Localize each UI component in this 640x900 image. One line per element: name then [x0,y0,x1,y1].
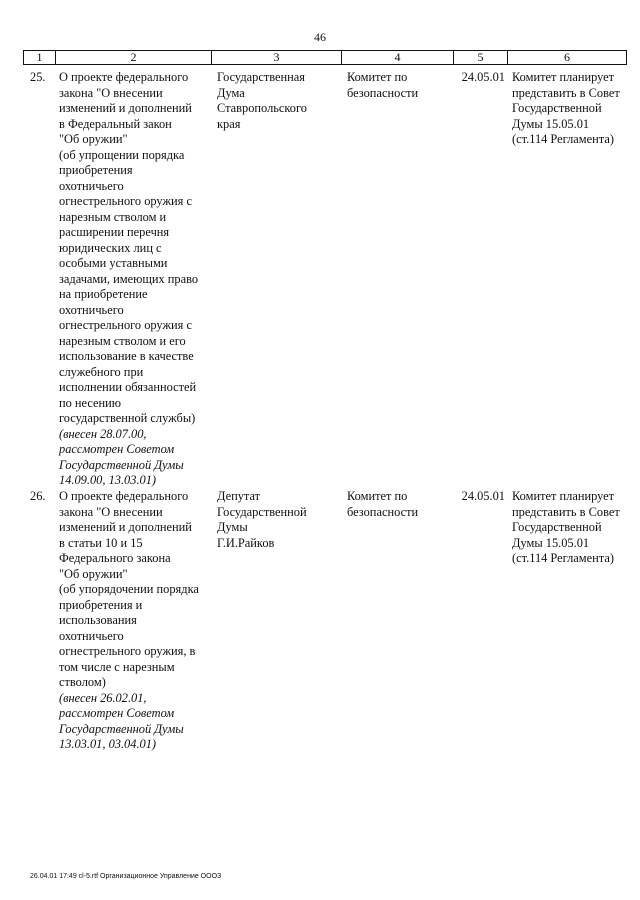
text-line: "Об оружии" [59,566,128,581]
text-line: (ст.114 Регламента) [512,132,614,146]
text-line: особыми уставными [59,256,168,270]
text-line: (внесен 28.07.00, [59,426,147,441]
text-line: служебного при [59,364,144,379]
text-line: нарезным стволом и его [59,333,186,348]
header-col-2: 2 [56,51,212,64]
text-line: "Об оружии" [59,132,128,146]
title-lines [59,489,211,691]
text-line: Г.И.Райков [217,535,275,550]
title-lines [59,70,211,427]
text-line: использования [59,613,137,627]
text-line: стволом) [59,675,106,689]
text-line: по несению [59,395,122,410]
text-line: Государственной [512,101,602,115]
text-line: (об упрощении порядка [59,147,185,162]
text-line: охотничьего [59,628,124,643]
text-line: нарезным стволом и [59,209,167,224]
text-line: юридических лиц с [59,240,162,255]
text-line: Комитет по [347,489,408,503]
text-line: Думы 15.05.01 [512,116,590,131]
text-line: (об упорядочении порядка [59,582,199,596]
text-line: (ст.114 Регламента) [512,551,614,565]
text-line: задачами, имеющих право [59,271,199,286]
text-line: Думы 15.05.01 [512,535,590,550]
text-line: (внесен 26.02.01, [59,690,147,705]
submission-note [59,427,211,489]
text-line: охотничьего [59,178,124,193]
header-col-3: 3 [212,51,342,64]
header-col-6: 6 [564,50,570,64]
text-line: безопасности [347,504,419,519]
text-line: закона "О внесении [59,85,163,100]
text-line: Государственной Думы [59,457,184,472]
bill-author [211,489,341,753]
text-line: края [217,116,241,131]
text-line: изменений и дополнений [59,520,192,534]
review-date: 24.05.01 [461,70,505,84]
text-line: в статьи 10 и 15 [59,535,143,550]
row-number: 26. [30,489,46,503]
text-line: Комитет планирует [512,70,615,84]
document-footer: 26.04.01 17:49 cl-5.rtf Организационное Управление ОООЗ [30,873,222,880]
text-line: огнестрельного оружия, в [59,644,196,658]
text-line: приобретения [59,163,133,177]
text-line: Думы [217,520,248,534]
table-header [23,50,627,65]
text-line: исполнении обязанностей [59,380,197,394]
responsible-committee [341,70,453,489]
text-line: охотничьего [59,302,124,317]
text-line: 13.03.01, 03.04.01) [59,737,157,751]
text-line: Федерального закона [59,551,171,565]
text-line: 14.09.00, 13.03.01) [59,473,157,487]
text-line: Депутат [217,489,261,503]
review-date: 24.05.01 [461,489,505,503]
text-line: представить в Совет [512,504,620,519]
text-line: огнестрельного оружия с [59,194,192,208]
row-number: 25. [30,70,46,84]
table-row [23,489,627,753]
text-line: О проекте федерального [59,70,189,84]
table-row [23,70,627,489]
text-line: безопасности [347,85,419,100]
text-line: Дума [217,85,245,100]
text-line: приобретения и [59,597,143,612]
text-line: рассмотрен Советом [59,442,175,456]
text-line: государственной службы) [59,411,196,425]
text-line: в Федеральный закон [59,116,172,131]
text-line: рассмотрен Советом [59,706,175,720]
text-line: том числе с нарезным [59,659,175,674]
text-line: Государственной [217,504,307,519]
page-number: 46 [314,30,326,44]
text-line: Комитет планирует [512,489,615,503]
header-col-4: 4 [342,51,454,64]
text-line: Государственная [217,70,305,84]
text-line: расширении перечня [59,225,170,239]
text-line: использование в качестве [59,349,194,363]
text-line: О проекте федерального [59,489,189,503]
submission-note [59,691,211,753]
text-line: Ставропольского [217,101,307,115]
text-line: изменений и дополнений [59,101,192,115]
header-col-1: 1 [24,51,56,64]
text-line: закона "О внесении [59,504,163,519]
bill-title [55,70,211,489]
text-line: Государственной [512,520,602,534]
text-line: огнестрельного оружия с [59,318,192,332]
text-line: Комитет по [347,70,408,84]
committee-plan [507,70,627,489]
text-line: на приобретение [59,287,148,301]
responsible-committee [341,489,453,753]
bill-title [55,489,211,753]
text-line: представить в Совет [512,85,620,100]
text-line: Государственной Думы [59,721,184,736]
bill-author [211,70,341,489]
committee-plan [507,489,627,753]
header-col-5: 5 [454,51,508,64]
